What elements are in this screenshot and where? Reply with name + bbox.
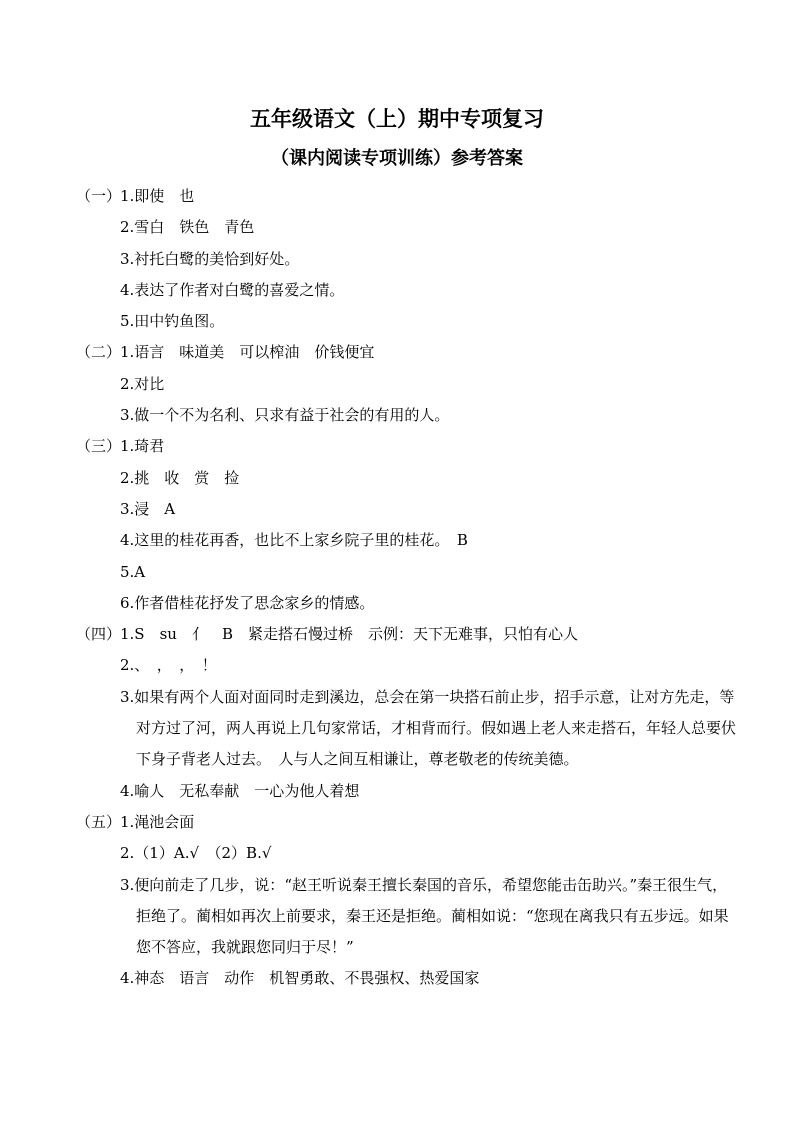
answer-item: 1.S su 亻 B 紧走搭石慢过桥 示例：天下无难事，只怕有心人: [120, 625, 578, 644]
section-number: （四）: [76, 625, 122, 644]
answer-item: 2.对比: [120, 374, 165, 393]
answer-item: 2.雪白 铁色 青色: [120, 218, 255, 237]
section-2: [76, 337, 736, 431]
answer-item: 4.喻人 无私奉献 一心为他人着想: [120, 781, 360, 800]
answer-item: 4.神态 语言 动作 机智勇敢、不畏强权、热爱国家: [120, 969, 480, 988]
section-number: （二）: [76, 343, 122, 362]
answer-list: [76, 181, 736, 995]
answer-item: 3.如果有两个人面对面同时走到溪边，总会在第一块搭石前止步，招手示意，让对方先走，等对方过了河，两人再说上几句家常话，才相背而行。假如遇上老人来走搭石，年轻人总要伏下身子背老人过去。 人与人之间互相谦让，尊老敬老的传统美德。: [120, 687, 737, 769]
answer-item: 4.这里的桂花再香，也比不上家乡院子里的桂花。 B: [120, 531, 468, 550]
answer-item: 2.（1）A.√ （2）B.√: [120, 844, 272, 863]
answer-item: 3.做一个不为名利、只求有益于社会的有用的人。: [120, 406, 450, 425]
answer-item: 2.、 ， ， ！: [120, 656, 217, 675]
section-4: [76, 619, 736, 807]
page-title: 五年级语文（上）期中专项复习: [250, 107, 544, 131]
answer-item: 1.渑池会面: [120, 812, 195, 831]
answer-item: 1.语言 味道美 可以榨油 价钱便宜: [120, 343, 375, 362]
answer-item: 3.浸 A: [120, 499, 176, 518]
section-number: （一）: [76, 187, 122, 205]
section-number: （五）: [76, 812, 122, 831]
answer-item: 1.琦君: [120, 437, 165, 456]
answer-item: 6.作者借桂花抒发了思念家乡的情感。: [120, 593, 375, 612]
answer-item: 3.衬托白鹭的美恰到好处。: [120, 249, 300, 268]
answer-item: 1.即使 也: [120, 187, 195, 205]
section-5: [76, 807, 736, 995]
answer-item: 5.A: [120, 562, 146, 581]
section-3: [76, 431, 736, 619]
page-subtitle: （课内阅读专项训练）参考答案: [271, 148, 523, 169]
answer-item: 5.田中钓鱼图。: [120, 312, 225, 331]
section-1: [76, 181, 736, 337]
section-number: （三）: [76, 437, 122, 456]
answer-item: 4.表达了作者对白鹭的喜爱之情。: [120, 280, 345, 299]
answer-item: 3.便向前走了几步，说：“赵王听说秦王擅长秦国的音乐，希望您能击缶助兴。”秦王很生气，拒绝了。蔺相如再次上前要求，秦王还是拒绝。蔺相如说：“您现在离我只有五步远。如果您不答应，我就跟您同归于尽！”: [120, 875, 729, 957]
answer-item: 2.挑 收 赏 捡: [120, 468, 240, 487]
